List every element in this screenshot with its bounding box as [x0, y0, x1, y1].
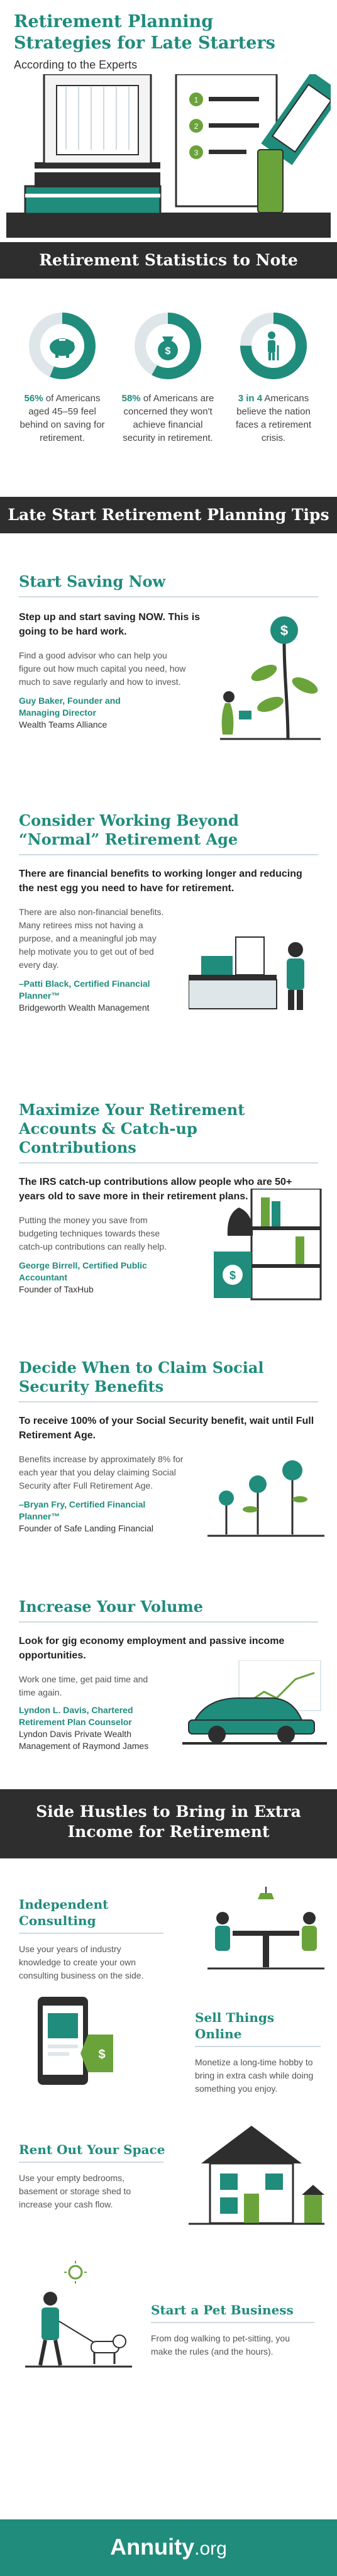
svg-text:3: 3 [194, 148, 199, 157]
tip-author: –Bryan Fry, Certified Financial Planner™ [19, 1499, 146, 1521]
tip-org: Founder of Safe Landing Financial [19, 1523, 154, 1533]
dog-walker-illustration [25, 2261, 132, 2374]
hustle-rent-space [19, 2141, 170, 2211]
stat-donut [28, 311, 97, 380]
phone-tag-illustration [31, 1997, 119, 2091]
tip-author: Guy Baker, Founder and Managing Director [19, 696, 121, 718]
tip-author: George Birrell, Certified Public Accountant [19, 1260, 147, 1282]
brand-logo[interactable]: Annuity [110, 2534, 195, 2560]
hustle-body: Use your empty bedrooms, basement or storage shed to increase your cash flow. [19, 2173, 131, 2209]
svg-text:2: 2 [194, 122, 199, 131]
money-tree-illustration [214, 604, 324, 742]
car-chart-illustration [182, 1660, 327, 1748]
stats-section [15, 311, 322, 475]
divider [19, 1162, 318, 1163]
page-title-line1: Retirement Planning [14, 12, 214, 31]
tip-org: Founder of TaxHub [19, 1284, 94, 1294]
hustle-sell-online [195, 2009, 321, 2096]
tip-lead: There are financial benefits to working longer and reducing the nest egg you need to have for retirement. [19, 869, 302, 894]
person-cane-icon [268, 331, 278, 360]
divider [19, 1933, 163, 1934]
growing-coins-illustration [207, 1459, 324, 1541]
stat-item [15, 311, 109, 445]
page-title-line2: Strategies for Late Starters [14, 33, 275, 53]
stat-highlight: 3 in 4 [238, 393, 263, 404]
tip-lead: The IRS catch-up contributions allow people who are 50+ years old to save more in their retirement plans. [19, 1177, 292, 1202]
tip-title: Increase Your Volume [19, 1597, 204, 1616]
tip-body: Find a good advisor who can help you figure out how much capital you need, how much to save regularly and how to invest. [19, 650, 186, 687]
tips-heading-band [0, 497, 337, 533]
hustle-body: Use your years of industry knowledge to create your own consulting business on the side. [19, 1944, 144, 1980]
hustles-heading-band [0, 1789, 337, 1858]
tip-title: Maximize Your Retirement Accounts & Catch-up Contributions [19, 1101, 245, 1157]
hustles-heading-line2: Income for Retirement [67, 1823, 270, 1841]
divider [19, 1401, 318, 1402]
stat-donut [239, 311, 308, 380]
tip-org: Lyndon Davis Private Wealth Management of Raymond James [19, 1729, 149, 1751]
hustle-consulting [19, 1896, 170, 1982]
hustle-title: Rent Out Your Space [19, 2142, 165, 2157]
header-illustration [6, 74, 331, 238]
hustles-heading-line1: Side Hustles to Bring in Extra [36, 1802, 301, 1821]
stat-text: of Americans are concerned they won't achieve financial security in retirement. [123, 393, 214, 443]
header [14, 11, 275, 73]
money-bag-icon [158, 336, 178, 360]
svg-text:$: $ [229, 1269, 236, 1282]
brand-suffix: .org [194, 2538, 227, 2559]
house-illustration [189, 2119, 324, 2226]
piggy-bank-icon [50, 338, 75, 358]
tip-title: Decide When to Claim Social Security Benefits [19, 1358, 264, 1396]
divider [19, 2162, 163, 2163]
hustle-body: From dog walking to pet-sitting, you make the rules (and the hours). [151, 2333, 290, 2357]
stat-donut [133, 311, 202, 380]
tip-author: Lyndon L. Davis, Chartered Retirement Plan Counselor [19, 1705, 133, 1727]
svg-text:1: 1 [194, 96, 199, 104]
hustle-pet-business [151, 2302, 314, 2358]
consulting-table-illustration [207, 1887, 324, 1975]
hustle-title: Independent Consulting [19, 1897, 109, 1928]
svg-text:$: $ [280, 623, 289, 638]
tip-org: Bridgeworth Wealth Management [19, 1002, 150, 1013]
divider [195, 2046, 321, 2047]
tip-lead: Step up and start saving NOW. This is going to be hard work. [19, 612, 201, 637]
tip-body: Benefits increase by approximately 8% for each year that you delay claiming Social Security after Full Retirement Age. [19, 1454, 184, 1491]
hustle-title: Start a Pet Business [151, 2302, 294, 2318]
stats-heading-band [0, 242, 337, 279]
tip-body: Putting the money you save from budgeting techniques towards these catch-up contributions can really help. [19, 1215, 167, 1252]
stat-text: of Americans aged 45–59 feel behind on saving for retirement. [19, 393, 105, 443]
svg-text:$: $ [98, 2048, 106, 2062]
tip-body: There are also non-financial benefits. Many retirees miss not having a purpose, and a meaningful job may help motivate you to get out of bed every day. [19, 907, 164, 970]
divider [19, 1621, 318, 1623]
stat-text: Americans believe the nation faces a retirement crisis. [235, 393, 312, 443]
tip-org: Wealth Teams Alliance [19, 719, 108, 730]
stat-item [226, 311, 321, 445]
tip-title: Consider Working Beyond “Normal” Retirement Age [19, 811, 239, 848]
tip-lead: Look for gig economy employment and passive income opportunities. [19, 1636, 285, 1661]
divider [19, 596, 318, 597]
tip-author: –Patti Black, Certified Financial Planner™ [19, 979, 150, 1001]
tip-lead: To receive 100% of your Social Security benefit, wait until Full Retirement Age. [19, 1416, 314, 1441]
divider [19, 854, 318, 855]
svg-text:$: $ [165, 346, 171, 357]
footer [0, 2519, 337, 2576]
tip-title: Start Saving Now [19, 572, 166, 591]
stat-highlight: 58% [121, 393, 141, 404]
worker-at-desk-illustration [189, 931, 324, 1013]
divider [151, 2322, 314, 2323]
stats-heading: Retirement Statistics to Note [39, 251, 298, 269]
stat-highlight: 56% [24, 393, 43, 404]
hustle-title: Sell Things Online [195, 2010, 275, 2041]
tips-heading: Late Start Retirement Planning Tips [8, 506, 329, 524]
money-stack-illustration [214, 1189, 324, 1302]
page-subtitle: According to the Experts [14, 58, 138, 71]
stat-item [121, 311, 215, 445]
tip-body: Work one time, get paid time and time again. [19, 1674, 148, 1697]
hustle-body: Monetize a long-time hobby to bring in extra cash while doing something you enjoy. [195, 2057, 314, 2094]
